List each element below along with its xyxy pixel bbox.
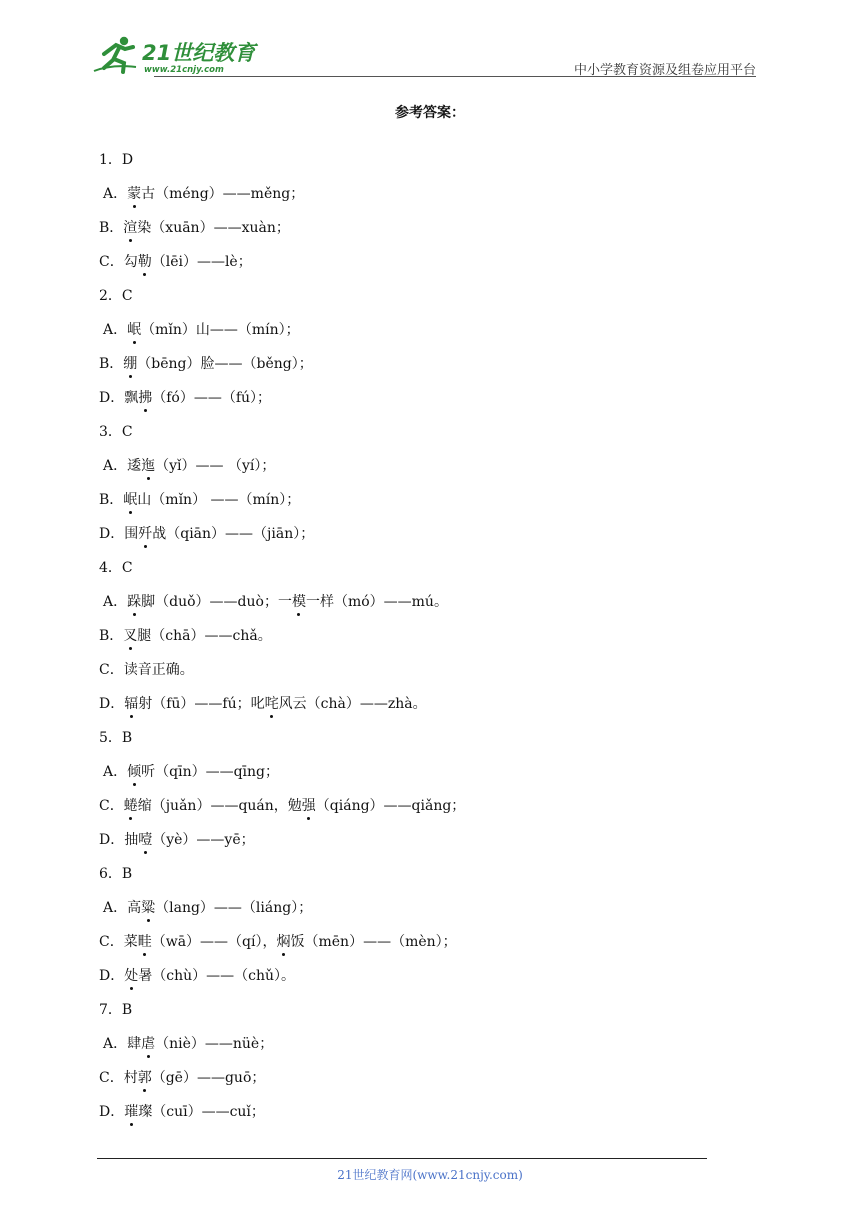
emphasized-char: 蒙 — [127, 186, 142, 202]
text-segment: D．抽 — [99, 832, 139, 848]
text-segment: （fó）——（fú）； — [152, 390, 272, 406]
question-answer — [0, 557, 860, 591]
page-header — [92, 28, 756, 78]
text-segment: A． — [103, 322, 128, 338]
text-segment: 4．C — [99, 560, 133, 576]
option-explanation — [0, 931, 860, 965]
option-explanation — [0, 353, 860, 387]
option-explanation — [0, 1067, 860, 1101]
text-segment: 一样（mó）——mú。 — [305, 594, 448, 610]
text-segment: B． — [99, 492, 124, 508]
text-segment: 古（méng）——měng； — [141, 186, 305, 202]
text-segment: 5．B — [99, 730, 133, 746]
emphasized-char: 模 — [291, 594, 306, 610]
text-segment: 风云（chà）——zhà。 — [278, 696, 427, 712]
text-segment: （wā）——（qí）， — [151, 934, 277, 950]
question-answer — [0, 421, 860, 455]
runner-icon — [94, 37, 136, 72]
text-segment: B． — [99, 220, 124, 236]
text-segment: D． — [99, 968, 125, 984]
text-segment: （yǐ）—— （yí）； — [155, 458, 276, 474]
emphasized-char: 岷 — [127, 322, 142, 338]
question-answer — [0, 863, 860, 897]
text-segment: （bēng）脸——（běng）； — [137, 356, 313, 372]
logo — [92, 34, 262, 76]
emphasized-char: 噎 — [138, 832, 153, 848]
emphasized-char: 歼 — [138, 526, 153, 542]
text-segment: C．村 — [99, 1070, 138, 1086]
text-segment: （qiáng）——qiǎng； — [315, 798, 466, 814]
text-segment: （lēi）——lè； — [151, 254, 252, 270]
option-explanation — [0, 523, 860, 557]
text-segment: 山（mǐn） ——（mín）； — [137, 492, 301, 508]
logo-text: 21世纪教育 — [142, 41, 256, 65]
emphasized-char: 迤 — [141, 458, 156, 474]
text-segment: 腿（chā）——chǎ。 — [137, 628, 272, 644]
emphasized-char: 蜷 — [123, 798, 138, 814]
footer-link[interactable]: 21世纪教育网(www.21cnjy.com) — [337, 1168, 523, 1182]
option-explanation — [0, 217, 860, 251]
logo-url: www.21cnjy.com — [144, 65, 224, 75]
emphasized-char: 倾 — [127, 764, 142, 780]
text-segment: 染（xuān）——xuàn； — [137, 220, 290, 236]
emphasized-char: 粱 — [141, 900, 156, 916]
emphasized-char: 辐 — [124, 696, 139, 712]
text-segment: 脚（duǒ）——duò；一 — [141, 594, 292, 610]
option-explanation — [0, 965, 860, 999]
text-segment: B． — [99, 356, 124, 372]
text-segment: 暑（chù）——（chǔ）。 — [138, 968, 295, 984]
emphasized-char: 强 — [301, 798, 316, 814]
option-explanation — [0, 625, 860, 659]
emphasized-char: 璀 — [124, 1104, 139, 1120]
option-explanation — [0, 829, 860, 863]
text-segment: 缩（juǎn）——quán，勉 — [137, 798, 302, 814]
text-segment: 1．D — [99, 152, 134, 168]
text-segment: D． — [99, 1104, 125, 1120]
text-segment: （lang）——（liáng）； — [155, 900, 313, 916]
emphasized-char: 跺 — [127, 594, 142, 610]
emphasized-char: 郭 — [137, 1070, 152, 1086]
option-explanation — [0, 761, 860, 795]
platform-name: 中小学教育资源及组卷应用平台 — [573, 63, 756, 78]
text-segment: B． — [99, 628, 124, 644]
answer-list — [0, 149, 860, 1135]
emphasized-char: 拂 — [138, 390, 153, 406]
emphasized-char: 岷 — [123, 492, 138, 508]
option-explanation — [0, 693, 860, 727]
text-segment: （mǐn）山——（mín）； — [141, 322, 300, 338]
text-segment: A．逶 — [103, 458, 142, 474]
header-divider — [154, 76, 756, 77]
text-segment: D．围 — [99, 526, 139, 542]
text-segment: 璨（cuī）——cuǐ； — [138, 1104, 265, 1120]
text-segment: 6．B — [99, 866, 133, 882]
option-explanation — [0, 591, 860, 625]
text-segment: 战（qiān）——（jiān）； — [152, 526, 315, 542]
emphasized-char: 处 — [124, 968, 139, 984]
text-segment: 3．C — [99, 424, 133, 440]
text-segment: （gē）——guō； — [151, 1070, 266, 1086]
text-segment: 听（qīn）——qīng； — [141, 764, 279, 780]
option-explanation — [0, 183, 860, 217]
option-explanation — [0, 659, 860, 693]
page-title: 参考答案： — [395, 105, 465, 121]
emphasized-char: 焖 — [276, 934, 291, 950]
footer-divider — [97, 1158, 707, 1159]
text-segment: 饭（mēn）——（mèn）； — [290, 934, 457, 950]
question-answer — [0, 727, 860, 761]
question-answer — [0, 285, 860, 319]
text-segment: C．读音正确。 — [99, 662, 194, 678]
text-segment: 7．B — [99, 1002, 133, 1018]
emphasized-char: 绷 — [123, 356, 138, 372]
emphasized-char: 渲 — [123, 220, 138, 236]
emphasized-char: 叉 — [123, 628, 138, 644]
text-segment: A．肆 — [103, 1036, 142, 1052]
question-answer — [0, 149, 860, 183]
option-explanation — [0, 1101, 860, 1135]
option-explanation — [0, 1033, 860, 1067]
text-segment: A． — [103, 594, 128, 610]
text-segment: A．高 — [103, 900, 142, 916]
emphasized-char: 勒 — [137, 254, 152, 270]
text-segment: C．菜 — [99, 934, 138, 950]
option-explanation — [0, 897, 860, 931]
option-explanation — [0, 455, 860, 489]
question-answer — [0, 999, 860, 1033]
text-segment: A． — [103, 186, 128, 202]
text-segment: （niè）——nüè； — [155, 1036, 274, 1052]
text-segment: D． — [99, 696, 125, 712]
text-segment: 射（fū）——fú；叱 — [138, 696, 265, 712]
text-segment: D．飘 — [99, 390, 139, 406]
emphasized-char: 畦 — [137, 934, 152, 950]
emphasized-char: 虐 — [141, 1036, 156, 1052]
text-segment: C．勾 — [99, 254, 138, 270]
option-explanation — [0, 795, 860, 829]
option-explanation — [0, 489, 860, 523]
text-segment: C． — [99, 798, 124, 814]
option-explanation — [0, 319, 860, 353]
text-segment: （yè）——yē； — [152, 832, 255, 848]
text-segment: A． — [103, 764, 128, 780]
option-explanation — [0, 251, 860, 285]
option-explanation — [0, 387, 860, 421]
emphasized-char: 咤 — [264, 696, 279, 712]
text-segment: 2．C — [99, 288, 133, 304]
